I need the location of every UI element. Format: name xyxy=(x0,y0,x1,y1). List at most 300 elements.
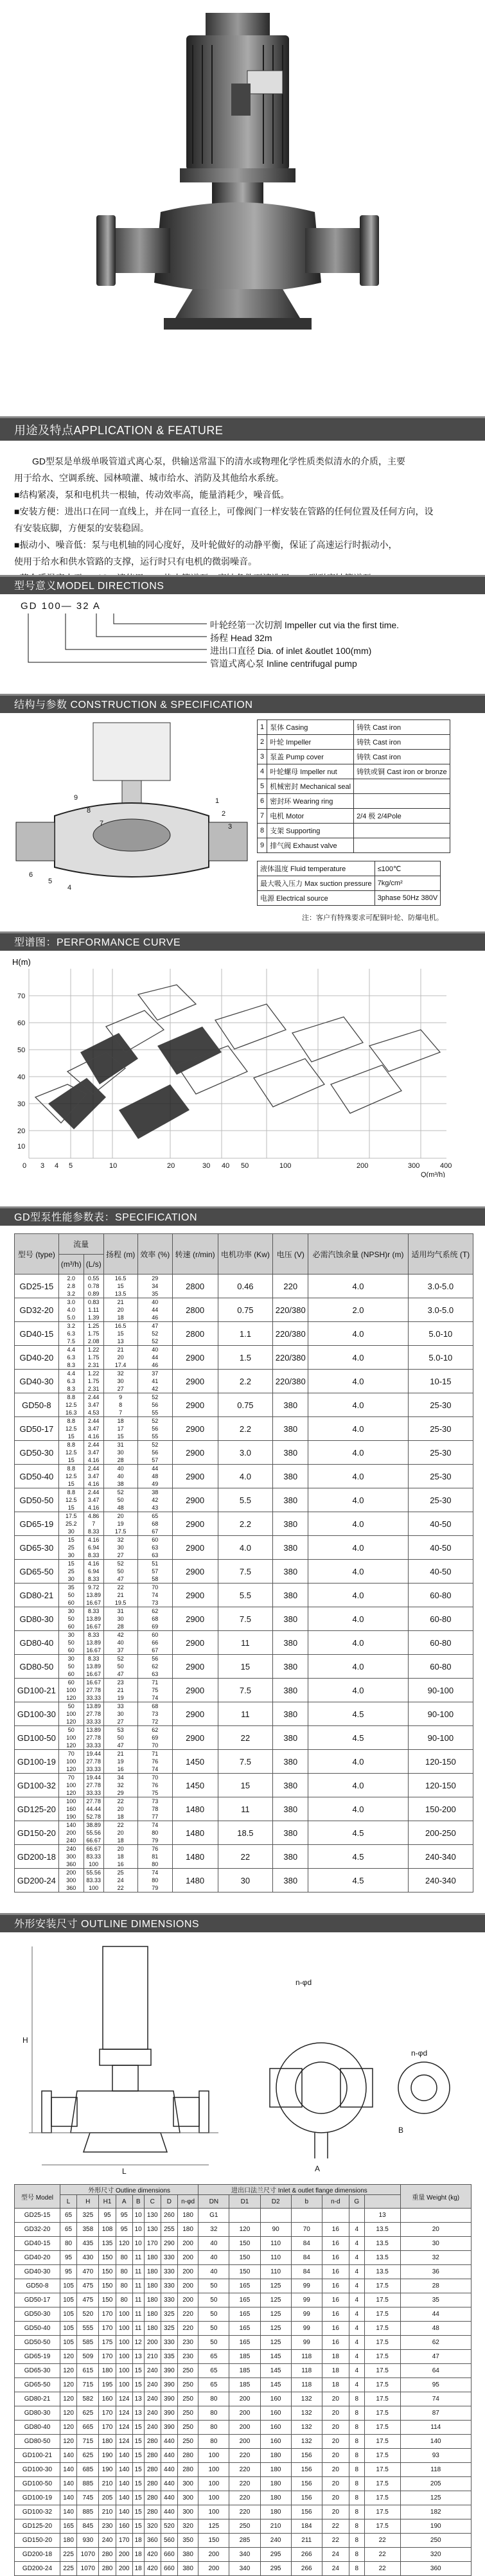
dim-cell: 44 xyxy=(400,2307,472,2322)
dim-cell: 170 xyxy=(99,2421,116,2435)
spec-cell-power: 0.46 xyxy=(218,1275,273,1298)
model-directions xyxy=(14,601,470,684)
dim-cell: 295 xyxy=(260,2548,291,2562)
svg-text:B: B xyxy=(398,2126,404,2135)
dim-cell: 100 xyxy=(116,2378,132,2392)
dim-row xyxy=(15,2350,472,2364)
spec-cell-flow: 240 300 360 xyxy=(58,1845,84,1869)
dim-cell: 185 xyxy=(229,2378,260,2392)
spec-cell-flow: 3.0 4.0 5.0 xyxy=(58,1298,84,1322)
spec-cell-eff: 52 56 55 xyxy=(137,1417,172,1441)
dim-cell: 16 xyxy=(322,2293,349,2307)
dim-cell: 84 xyxy=(291,2265,322,2279)
spec-row xyxy=(15,1679,473,1702)
spec-cell-power: 7.5 xyxy=(218,1750,273,1774)
dim-cell: 145 xyxy=(260,2350,291,2364)
spec-cell-type: GD40-15 xyxy=(15,1322,59,1346)
spec-cell-volt: 220/380 xyxy=(273,1370,308,1393)
dim-cell: 165 xyxy=(60,2519,77,2534)
dim-cell: 211 xyxy=(291,2534,322,2548)
spec-cell-type: GD80-50 xyxy=(15,1655,59,1679)
spec-cell-pipe: 25-30 xyxy=(408,1465,473,1488)
dim-cell: 300 xyxy=(177,2477,198,2491)
dim-cell: 10 xyxy=(132,2237,144,2251)
dim-cell: 90 xyxy=(260,2223,291,2237)
dim-cell: 225 xyxy=(60,2548,77,2562)
dim-cell: 8 xyxy=(349,2491,364,2505)
dim-cell: 8 xyxy=(349,2505,364,2519)
dim-cell: 65 xyxy=(198,2364,229,2378)
spec-row xyxy=(15,1702,473,1726)
spec-cell-pipe: 240-340 xyxy=(408,1845,473,1869)
curve-xtick: 100 xyxy=(279,1162,292,1170)
dim-cell: 220 xyxy=(229,2449,260,2463)
dim-cell: 160 xyxy=(99,2392,116,2406)
dim-cell: 80 xyxy=(116,2251,132,2265)
dim-cell: 100 xyxy=(198,2463,229,2477)
dim-cell: 17.5 xyxy=(364,2477,400,2491)
dim-cell: 625 xyxy=(77,2449,99,2463)
dim-cell: 110 xyxy=(260,2265,291,2279)
spec-cell-speed: 2900 xyxy=(172,1512,218,1536)
spec-cell-flow: 8.8 12.5 15 xyxy=(58,1417,84,1441)
dim-cell: 80 xyxy=(60,2237,77,2251)
dim-cell: 99 xyxy=(291,2293,322,2307)
dim-cell: 17.5 xyxy=(364,2336,400,2350)
spec-cell-pipe: 60-80 xyxy=(408,1631,473,1655)
spec-cell-speed: 1450 xyxy=(172,1750,218,1774)
spec-row xyxy=(15,1275,473,1298)
dim-cell: 110 xyxy=(260,2237,291,2251)
spec-cell-head: 23 21 19 xyxy=(103,1679,137,1702)
dim-cell: GD40-30 xyxy=(15,2265,60,2279)
spec-cell-volt: 380 xyxy=(273,1584,308,1607)
spec-cell-volt: 380 xyxy=(273,1441,308,1465)
dim-cell: 180 xyxy=(144,2279,161,2293)
spec-row xyxy=(15,1465,473,1488)
curve-xtick: 20 xyxy=(167,1162,175,1170)
dim-cell: 124 xyxy=(116,2421,132,2435)
dim-cell: 230 xyxy=(177,2350,198,2364)
dim-cell: 74 xyxy=(400,2392,472,2406)
spec-cell-eff: 62 68 69 xyxy=(137,1607,172,1631)
spec-cell-eff: 74 80 79 xyxy=(137,1821,172,1845)
dim-cell: 105 xyxy=(60,2336,77,2350)
spec-row xyxy=(15,1607,473,1631)
svg-text:8: 8 xyxy=(87,807,91,815)
dim-cell: 50 xyxy=(198,2322,229,2336)
spec-cell-head: 52 50 47 xyxy=(103,1655,137,1679)
spec-cell-flow: 50 100 120 xyxy=(58,1726,84,1750)
dim-cell: 340 xyxy=(229,2562,260,2576)
spec-cell-head: 52 50 48 xyxy=(103,1488,137,1512)
dim-cell: 200 xyxy=(116,2562,132,2576)
dim-cell: 180 xyxy=(144,2265,161,2279)
dim-cell: 125 xyxy=(260,2293,291,2307)
spec-cell-speed: 2900 xyxy=(172,1726,218,1750)
dim-row xyxy=(15,2307,472,2322)
spec-cell-ls: 1.22 1.75 2.31 xyxy=(84,1346,103,1370)
spec-cell-power: 7.5 xyxy=(218,1679,273,1702)
dim-cell: 205 xyxy=(400,2477,472,2491)
spec-header-pipe: 适用均气系统 (T) xyxy=(408,1234,473,1275)
dim-cell: 150 xyxy=(99,2251,116,2265)
spec-row xyxy=(15,1560,473,1584)
dim-cell: 4 xyxy=(349,2265,364,2279)
spec-cell-eff: 76 81 80 xyxy=(137,1845,172,1869)
dim-cell: 585 xyxy=(77,2336,99,2350)
spec-cell-power: 22 xyxy=(218,1726,273,1750)
dim-cell: 15 xyxy=(132,2519,144,2534)
spec-header-power: 电机功率 (Kw) xyxy=(218,1234,273,1275)
dim-cell: 108 xyxy=(99,2223,116,2237)
section-model: 型号意义MODEL DIRECTIONS xyxy=(0,575,485,594)
dim-cell: 160 xyxy=(260,2406,291,2421)
dim-cell: 93 xyxy=(400,2449,472,2463)
dim-cell: 180 xyxy=(60,2534,77,2548)
spec-cell-speed: 2900 xyxy=(172,1370,218,1393)
spec-cell-volt: 380 xyxy=(273,1417,308,1441)
spec-cell-power: 0.75 xyxy=(218,1298,273,1322)
spec-cell-power: 7.5 xyxy=(218,1607,273,1631)
spec-cell-volt: 380 xyxy=(273,1797,308,1821)
dim-cell: 4 xyxy=(349,2223,364,2237)
dim-cell: 190 xyxy=(99,2449,116,2463)
curve-xtick: 40 xyxy=(222,1162,230,1170)
dim-cell: 100 xyxy=(198,2449,229,2463)
dim-cell: 20 xyxy=(322,2505,349,2519)
dim-cell: 135 xyxy=(99,2237,116,2251)
dim-cell: 200 xyxy=(198,2548,229,2562)
dim-col-header: H1 xyxy=(99,2195,116,2209)
dim-cell: 440 xyxy=(161,2463,177,2477)
dim-cell: 4 xyxy=(349,2378,364,2392)
dim-cell: 430 xyxy=(77,2251,99,2265)
spec-cell-volt: 380 xyxy=(273,1750,308,1774)
curve-xtick: 300 xyxy=(408,1162,420,1170)
spec-cell-speed: 1480 xyxy=(172,1797,218,1821)
spec-cell-volt: 380 xyxy=(273,1465,308,1488)
spec-cell-pipe: 90-100 xyxy=(408,1702,473,1726)
limits-row: 电源 Electrical source 3phase 50Hz 380V xyxy=(258,891,441,906)
spec-cell-flow: 15 25 30 xyxy=(58,1560,84,1584)
dim-cell: GD65-50 xyxy=(15,2378,60,2392)
dim-cell: 210 xyxy=(99,2477,116,2491)
curve-xtick: 3 xyxy=(40,1162,45,1170)
dim-cell: 160 xyxy=(260,2435,291,2449)
curve-ylabel: H(m) xyxy=(12,957,31,967)
dim-row xyxy=(15,2463,472,2477)
spec-cell-pipe: 120-150 xyxy=(408,1774,473,1797)
dim-cell: 80 xyxy=(198,2406,229,2421)
dim-table xyxy=(14,2184,472,2576)
spec-cell-type: GD65-30 xyxy=(15,1536,59,1560)
spec-cell-power: 11 xyxy=(218,1631,273,1655)
spec-cell-ls: 8.33 13.89 16.67 xyxy=(84,1631,103,1655)
spec-cell-type: GD32-20 xyxy=(15,1298,59,1322)
dim-cell: 190 xyxy=(400,2519,472,2534)
dim-cell: GD80-21 xyxy=(15,2392,60,2406)
spec-cell-speed: 2800 xyxy=(172,1298,218,1322)
dim-cell: 114 xyxy=(400,2421,472,2435)
spec-cell-power: 30 xyxy=(218,1869,273,1892)
spec-cell-type: GD25-15 xyxy=(15,1275,59,1298)
svg-text:4: 4 xyxy=(67,884,72,892)
dim-cell: 120 xyxy=(60,2364,77,2378)
dim-cell: 22 xyxy=(322,2519,349,2534)
dim-cell: 8 xyxy=(349,2435,364,2449)
dim-cell: 100 xyxy=(116,2350,132,2364)
spec-cell-eff: 60 63 63 xyxy=(137,1536,172,1560)
spec-row xyxy=(15,1584,473,1607)
dim-cell: 120 xyxy=(60,2406,77,2421)
dim-cell: 145 xyxy=(260,2364,291,2378)
spec-cell-power: 5.5 xyxy=(218,1488,273,1512)
dim-cell: 17.5 xyxy=(364,2519,400,2534)
dim-cell: 170 xyxy=(116,2534,132,2548)
dim-cell: 150 xyxy=(229,2251,260,2265)
dim-row xyxy=(15,2406,472,2421)
dim-cell: 20 xyxy=(322,2491,349,2505)
spec-cell-head: 53 50 47 xyxy=(103,1726,137,1750)
svg-text:6: 6 xyxy=(29,871,33,879)
spec-cell-type: GD65-19 xyxy=(15,1512,59,1536)
dim-cell: 17.5 xyxy=(364,2421,400,2435)
dim-cell: 320 xyxy=(177,2519,198,2534)
dim-cell: 11 xyxy=(132,2279,144,2293)
dim-cell: 325 xyxy=(161,2322,177,2336)
dim-col-header xyxy=(364,2195,400,2209)
spec-cell-npsh: 4.0 xyxy=(308,1441,408,1465)
spec-header-flow: 流量 xyxy=(58,1234,103,1255)
spec-cell-flow: 8.8 12.5 15 xyxy=(58,1488,84,1512)
dim-cell: 280 xyxy=(99,2562,116,2576)
dim-cell: GD100-50 xyxy=(15,2477,60,2491)
dim-cell: 140 xyxy=(116,2491,132,2505)
spec-cell-ls: 66.67 83.33 100 xyxy=(84,1845,103,1869)
dim-cell: 330 xyxy=(161,2293,177,2307)
dim-cell: 250 xyxy=(229,2519,260,2534)
dim-cell: 615 xyxy=(77,2364,99,2378)
dim-cell: 1070 xyxy=(77,2562,99,2576)
dim-cell: 100 xyxy=(198,2491,229,2505)
spec-cell-volt: 380 xyxy=(273,1631,308,1655)
dim-cell: 475 xyxy=(77,2293,99,2307)
dim-cell: 420 xyxy=(144,2562,161,2576)
spec-cell-speed: 2800 xyxy=(172,1275,218,1298)
spec-cell-type: GD40-20 xyxy=(15,1346,59,1370)
dim-row xyxy=(15,2392,472,2406)
dim-cell: 22 xyxy=(364,2534,400,2548)
spec-cell-npsh: 4.0 xyxy=(308,1275,408,1298)
dim-row xyxy=(15,2449,472,2463)
spec-cell-volt: 380 xyxy=(273,1488,308,1512)
dim-cell: 130 xyxy=(144,2209,161,2223)
spec-cell-eff: 47 52 52 xyxy=(137,1322,172,1346)
dim-cell: 40 xyxy=(198,2265,229,2279)
dim-cell: 124 xyxy=(116,2406,132,2421)
spec-cell-pipe: 25-30 xyxy=(408,1441,473,1465)
dim-col-header: n-d xyxy=(322,2195,349,2209)
dim-cell: 80 xyxy=(198,2421,229,2435)
parts-table xyxy=(257,719,450,853)
dim-cell: 99 xyxy=(291,2322,322,2336)
dim-cell: 335 xyxy=(161,2350,177,2364)
dim-cell: 17.5 xyxy=(364,2435,400,2449)
dim-cell: 330 xyxy=(161,2279,177,2293)
dim-cell: 40 xyxy=(198,2251,229,2265)
dim-cell: 32 xyxy=(198,2223,229,2237)
spec-cell-pipe: 60-80 xyxy=(408,1655,473,1679)
dim-cell: 360 xyxy=(400,2562,472,2576)
dim-cell: 28 xyxy=(400,2279,472,2293)
dim-cell: 20 xyxy=(322,2406,349,2421)
svg-text:9: 9 xyxy=(74,794,78,802)
parts-row: 1 泵体 Casing 铸铁 Cast iron xyxy=(258,720,450,735)
dim-header-outline: 外形尺寸 Outline dimensions xyxy=(60,2185,198,2195)
spec-cell-pipe: 240-340 xyxy=(408,1869,473,1892)
dim-cell: 16 xyxy=(322,2223,349,2237)
dim-cell: 200 xyxy=(229,2392,260,2406)
dim-cell: 118 xyxy=(291,2378,322,2392)
spec-cell-npsh: 4.5 xyxy=(308,1869,408,1892)
dim-cell: 225 xyxy=(60,2562,77,2576)
curve-ytick: 70 xyxy=(17,992,26,1000)
dim-cell: 17.5 xyxy=(364,2491,400,2505)
dim-cell: 17.5 xyxy=(364,2406,400,2421)
dim-cell: 20 xyxy=(322,2421,349,2435)
dim-cell: 390 xyxy=(161,2364,177,2378)
dim-cell: 230 xyxy=(99,2519,116,2534)
spec-cell-eff: 38 42 43 xyxy=(137,1488,172,1512)
spec-row xyxy=(15,1370,473,1393)
dim-cell: 17.5 xyxy=(364,2322,400,2336)
dim-cell: 132 xyxy=(291,2392,322,2406)
dim-cell: 50 xyxy=(198,2336,229,2350)
curve-xtick: 30 xyxy=(202,1162,211,1170)
dim-row xyxy=(15,2322,472,2336)
dim-cell: 11 xyxy=(132,2251,144,2265)
dim-cell: 320 xyxy=(144,2519,161,2534)
spec-cell-npsh: 4.5 xyxy=(308,1726,408,1750)
spec-cell-power: 0.75 xyxy=(218,1393,273,1417)
spec-cell-npsh: 4.0 xyxy=(308,1607,408,1631)
dim-row xyxy=(15,2519,472,2534)
dim-cell: 10 xyxy=(132,2223,144,2237)
dim-row xyxy=(15,2279,472,2293)
spec-cell-speed: 2900 xyxy=(172,1441,218,1465)
spec-cell-head: 16.5 15 13 xyxy=(103,1322,137,1346)
dim-cell: 509 xyxy=(77,2350,99,2364)
spec-cell-head: 9 8 7 xyxy=(103,1393,137,1417)
spec-cell-ls: 4.86 7 8.33 xyxy=(84,1512,103,1536)
spec-cell-npsh: 2.0 xyxy=(308,1298,408,1322)
dim-cell: 17.5 xyxy=(364,2449,400,2463)
dim-cell: 1070 xyxy=(77,2548,99,2562)
dim-cell: 120 xyxy=(60,2392,77,2406)
dim-cell: 95 xyxy=(99,2209,116,2223)
dim-cell: GD50-8 xyxy=(15,2279,60,2293)
dim-cell: 845 xyxy=(77,2519,99,2534)
dim-cell: GD80-40 xyxy=(15,2421,60,2435)
spec-cell-flow: 4.4 6.3 8.3 xyxy=(58,1370,84,1393)
dim-cell: 80 xyxy=(198,2435,229,2449)
dim-cell: 32 xyxy=(400,2251,472,2265)
spec-cell-npsh: 4.0 xyxy=(308,1512,408,1536)
dim-cell: 185 xyxy=(229,2350,260,2364)
dim-cell: 200 xyxy=(198,2562,229,2576)
spec-cell-speed: 2900 xyxy=(172,1655,218,1679)
dim-cell: GD50-50 xyxy=(15,2336,60,2350)
dim-cell: 266 xyxy=(291,2548,322,2562)
spec-cell-volt: 380 xyxy=(273,1845,308,1869)
spec-cell-eff: 52 56 55 xyxy=(137,1393,172,1417)
spec-cell-pipe: 120-150 xyxy=(408,1750,473,1774)
dim-cell: 180 xyxy=(260,2505,291,2519)
dim-row xyxy=(15,2548,472,2562)
dim-cell: 220 xyxy=(229,2505,260,2519)
dim-cell: GD80-30 xyxy=(15,2406,60,2421)
spec-cell-eff: 51 57 58 xyxy=(137,1560,172,1584)
dim-cell: 665 xyxy=(77,2421,99,2435)
spec-cell-power: 2.2 xyxy=(218,1512,273,1536)
dim-cell: 180 xyxy=(260,2449,291,2463)
spec-cell-power: 15 xyxy=(218,1655,273,1679)
dim-cell: 520 xyxy=(161,2519,177,2534)
spec-cell-pipe: 5.0-10 xyxy=(408,1322,473,1346)
spec-row xyxy=(15,1393,473,1417)
dim-cell: 11 xyxy=(132,2293,144,2307)
dim-cell: 240 xyxy=(99,2534,116,2548)
spec-cell-pipe: 150-200 xyxy=(408,1797,473,1821)
dim-row xyxy=(15,2534,472,2548)
parts-row: 5 机械密封 Mechanical seal xyxy=(258,779,450,794)
dim-cell: 105 xyxy=(60,2279,77,2293)
model-dia: 进出口直径 Dia. of inlet &outlet 100(mm) xyxy=(210,646,372,656)
spec-cell-volt: 380 xyxy=(273,1512,308,1536)
spec-cell-flow: 200 300 360 xyxy=(58,1869,84,1892)
dim-cell: 87 xyxy=(400,2406,472,2421)
dim-cell: 12 xyxy=(132,2336,144,2350)
spec-cell-head: 34 32 29 xyxy=(103,1774,137,1797)
spec-cell-speed: 2900 xyxy=(172,1702,218,1726)
spec-cell-eff: 71 75 74 xyxy=(137,1679,172,1702)
spec-cell-pipe: 40-50 xyxy=(408,1512,473,1536)
dim-cell: 180 xyxy=(260,2491,291,2505)
dim-cell: 885 xyxy=(77,2505,99,2519)
spec-cell-flow: 60 100 120 xyxy=(58,1679,84,1702)
dim-cell: 200 xyxy=(177,2237,198,2251)
spec-cell-npsh: 4.5 xyxy=(308,1702,408,1726)
dim-col-header: C xyxy=(144,2195,161,2209)
dim-cell: 200 xyxy=(177,2251,198,2265)
spec-row xyxy=(15,1298,473,1322)
spec-cell-eff: 52 56 57 xyxy=(137,1441,172,1465)
spec-cell-ls: 4.16 6.94 8.33 xyxy=(84,1536,103,1560)
dim-cell: 100 xyxy=(116,2322,132,2336)
spec-row xyxy=(15,1774,473,1797)
dim-cell: 200 xyxy=(229,2421,260,2435)
spec-cell-power: 1.5 xyxy=(218,1346,273,1370)
dim-cell: 16 xyxy=(322,2279,349,2293)
dim-cell: 8 xyxy=(349,2534,364,2548)
dim-cell: 120 xyxy=(60,2350,77,2364)
spec-cell-power: 18.5 xyxy=(218,1821,273,1845)
spec-row xyxy=(15,1726,473,1750)
spec-cell-npsh: 4.0 xyxy=(308,1560,408,1584)
dim-cell: 240 xyxy=(260,2534,291,2548)
dim-cell: 220 xyxy=(229,2477,260,2491)
